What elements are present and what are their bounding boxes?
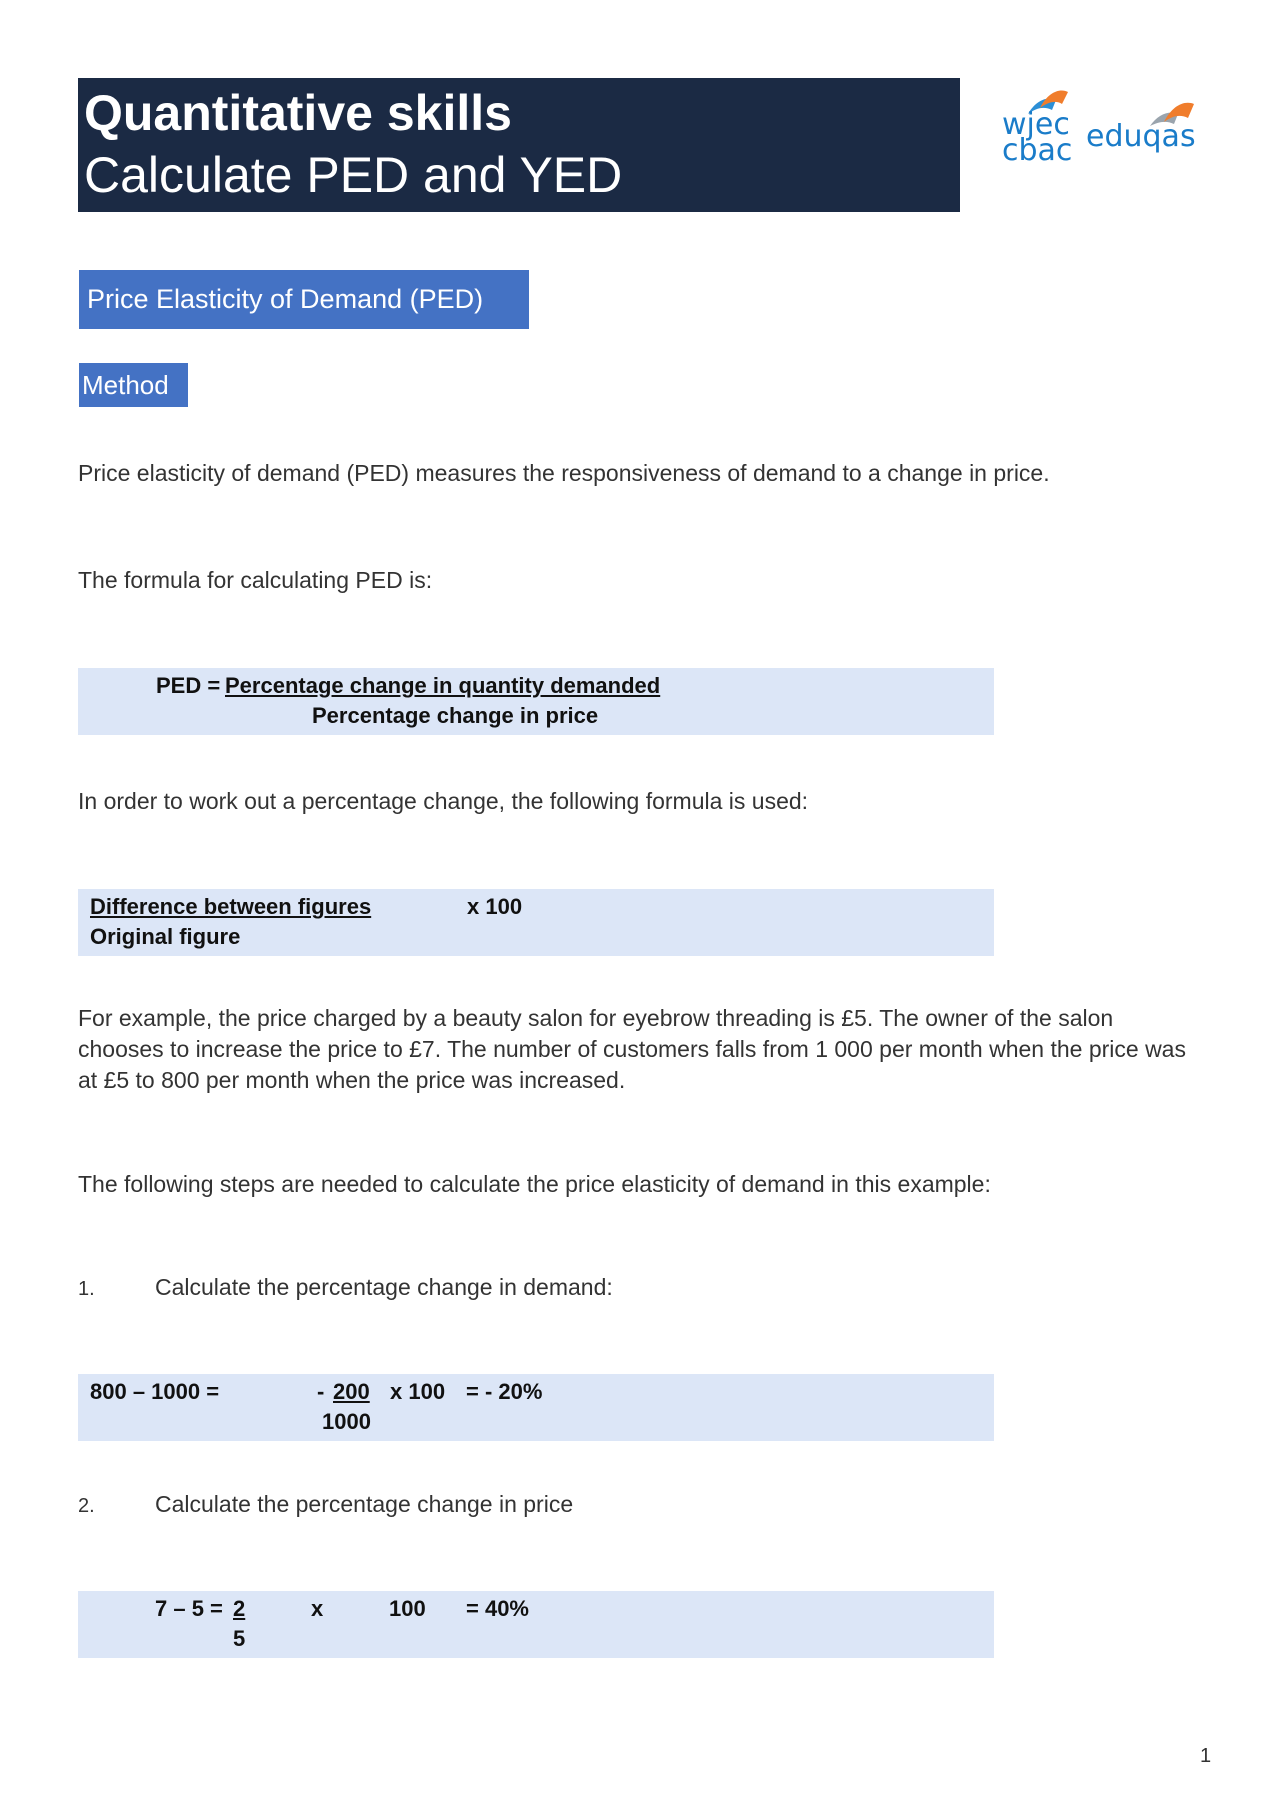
- step-1-lhs: 800 – 1000 =: [90, 1379, 220, 1404]
- step-1-number: 1.: [78, 1278, 95, 1300]
- percentage-formula-multiplier: x 100: [467, 894, 523, 919]
- step-2-number: 2.: [78, 1495, 95, 1517]
- title-line-2: Calculate PED and YED: [84, 147, 623, 203]
- percentage-formula-box: [78, 889, 994, 956]
- step-1-calculation-box: [78, 1374, 994, 1441]
- step-1-sign: -: [317, 1379, 325, 1404]
- page-number: 1: [1200, 1745, 1212, 1767]
- section-heading-ped: Price Elasticity of Demand (PED): [79, 270, 529, 329]
- step-2-hundred: 100: [389, 1596, 426, 1621]
- intro-paragraph: Price elasticity of demand (PED) measures the responsiveness of demand to a change in price.: [78, 460, 1050, 486]
- step-2-times: x: [311, 1596, 324, 1621]
- step-2-lhs: 7 – 5 =: [155, 1596, 223, 1621]
- percentage-formula-numerator: Difference between figures: [90, 894, 372, 919]
- step-1-times: x 100: [390, 1379, 446, 1404]
- title-line-1: Quantitative skills: [84, 85, 512, 141]
- steps-intro-paragraph: The following steps are needed to calculate the price elasticity of demand in this example:: [78, 1171, 991, 1197]
- logo-wjec-text: wjec: [1002, 107, 1070, 142]
- step-2-result: = 40%: [466, 1596, 529, 1621]
- formula-intro-paragraph: The formula for calculating PED is:: [78, 567, 433, 593]
- ped-formula-box: [78, 668, 994, 735]
- example-paragraph: For example, the price charged by a beauty salon for eyebrow threading is £5. The owner of the salon chooses to increase the price to £7. The number of customers falls from 1 000 per month when the price was at £5 to 800 per month when the price was increased.: [78, 1005, 1186, 1093]
- step-1-denominator: 1000: [322, 1409, 371, 1434]
- step-2-calculation-box: [78, 1591, 994, 1658]
- percentage-formula-denominator: Original figure: [90, 924, 241, 949]
- step-1-numerator: 200: [333, 1379, 370, 1404]
- logo-cbac-text: cbac: [1002, 133, 1073, 168]
- step-2-denominator: 5: [233, 1626, 246, 1651]
- step-2-text: Calculate the percentage change in price: [155, 1491, 574, 1517]
- step-1-result: = - 20%: [466, 1379, 543, 1404]
- logo-eduqas-text: eduqas: [1086, 119, 1196, 154]
- ped-formula-prefix: PED =: [156, 673, 221, 698]
- ped-formula-denominator: Percentage change in price: [312, 703, 599, 728]
- step-2-numerator: 2: [233, 1596, 246, 1621]
- method-label: Method: [79, 363, 188, 407]
- wjec-eduqas-logo: [1000, 84, 1200, 174]
- percentage-intro-paragraph: In order to work out a percentage change, the following formula is used:: [78, 788, 809, 814]
- title-block: [78, 78, 960, 212]
- step-1-text: Calculate the percentage change in demand:: [155, 1274, 613, 1300]
- ped-formula-numerator: Percentage change in quantity demanded: [225, 673, 661, 698]
